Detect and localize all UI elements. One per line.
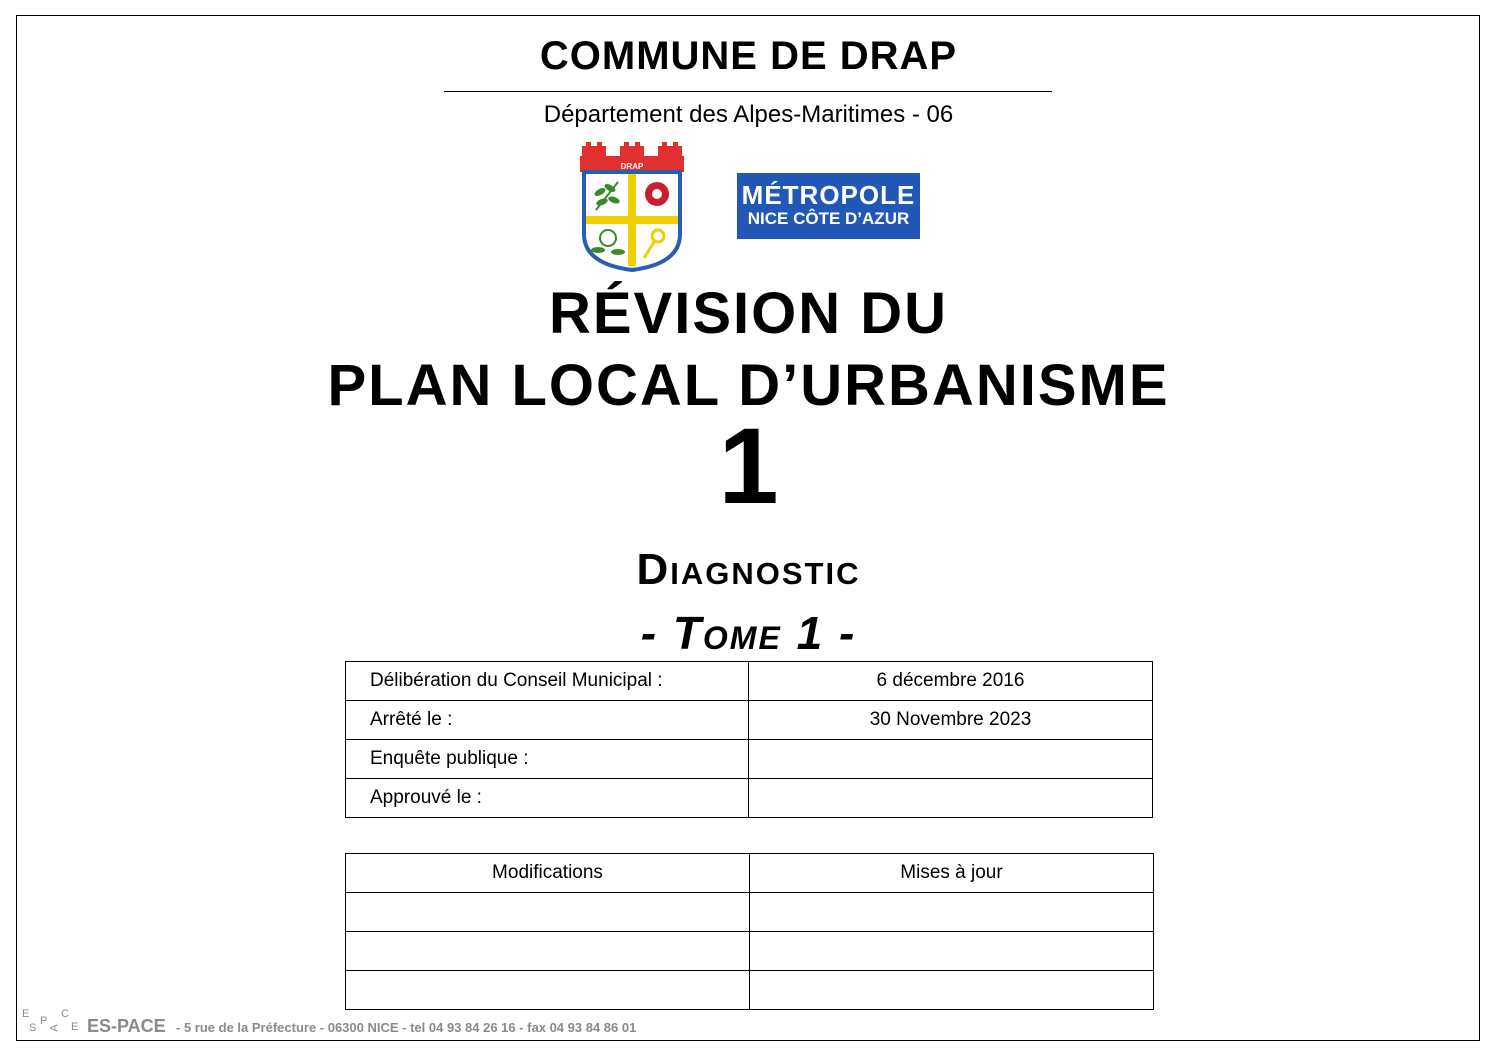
row-value: [749, 779, 1153, 818]
commune-title: COMMUNE DE DRAP: [539, 34, 958, 78]
departement-label: Département des Alpes-Maritimes - 06: [543, 101, 954, 128]
column-header-modifications: Modifications: [346, 854, 750, 893]
dates-table: [345, 661, 1153, 818]
footer-brand: ES-PACE: [87, 1016, 166, 1036]
table-row: [346, 971, 1154, 1010]
document-subtitle: Diagnostic: [636, 545, 861, 594]
table-cell: [346, 932, 750, 971]
title-line1: RÉVISION DU: [548, 281, 949, 346]
row-label: Enquête publique :: [346, 740, 749, 779]
metropole-line2: NICE CÔTE D’AZUR: [747, 209, 910, 228]
tome-label: - Tome 1 -: [640, 607, 857, 659]
document-number: 1: [718, 405, 779, 526]
drap-crest-logo: [578, 142, 686, 272]
table-cell: [750, 893, 1154, 932]
header-rule: [444, 91, 1052, 92]
table-row: [346, 662, 1153, 701]
row-value: [749, 740, 1153, 779]
table-cell: [750, 971, 1154, 1010]
table-row: [346, 893, 1154, 932]
footer-address: - 5 rue de la Préfecture - 06300 NICE - tel 04 93 84 26 16 - fax 04 93 84 86 01: [176, 1020, 637, 1035]
row-value: 30 Novembre 2023: [749, 701, 1153, 740]
espace-logo: E S P A C E: [22, 1008, 79, 1034]
footer: [20, 1008, 820, 1038]
row-label: Arrêté le :: [346, 701, 749, 740]
row-label: Délibération du Conseil Municipal :: [346, 662, 749, 701]
metropole-logo: [737, 173, 920, 239]
table-row: [346, 779, 1153, 818]
table-cell: [346, 893, 750, 932]
metropole-line1: MÉTROPOLE: [741, 180, 916, 210]
table-row: [346, 701, 1153, 740]
table-row: [346, 740, 1153, 779]
row-label: Approuvé le :: [346, 779, 749, 818]
table-cell: [750, 932, 1154, 971]
row-value: 6 décembre 2016: [749, 662, 1153, 701]
crest-label: DRAP: [620, 162, 644, 171]
table-row: [346, 932, 1154, 971]
title-line2: PLAN LOCAL D’URBANISME: [327, 353, 1170, 418]
modifications-table: [345, 853, 1154, 1010]
column-header-mises-a-jour: Mises à jour: [750, 854, 1154, 893]
table-header-row: [346, 854, 1154, 893]
table-cell: [346, 971, 750, 1010]
